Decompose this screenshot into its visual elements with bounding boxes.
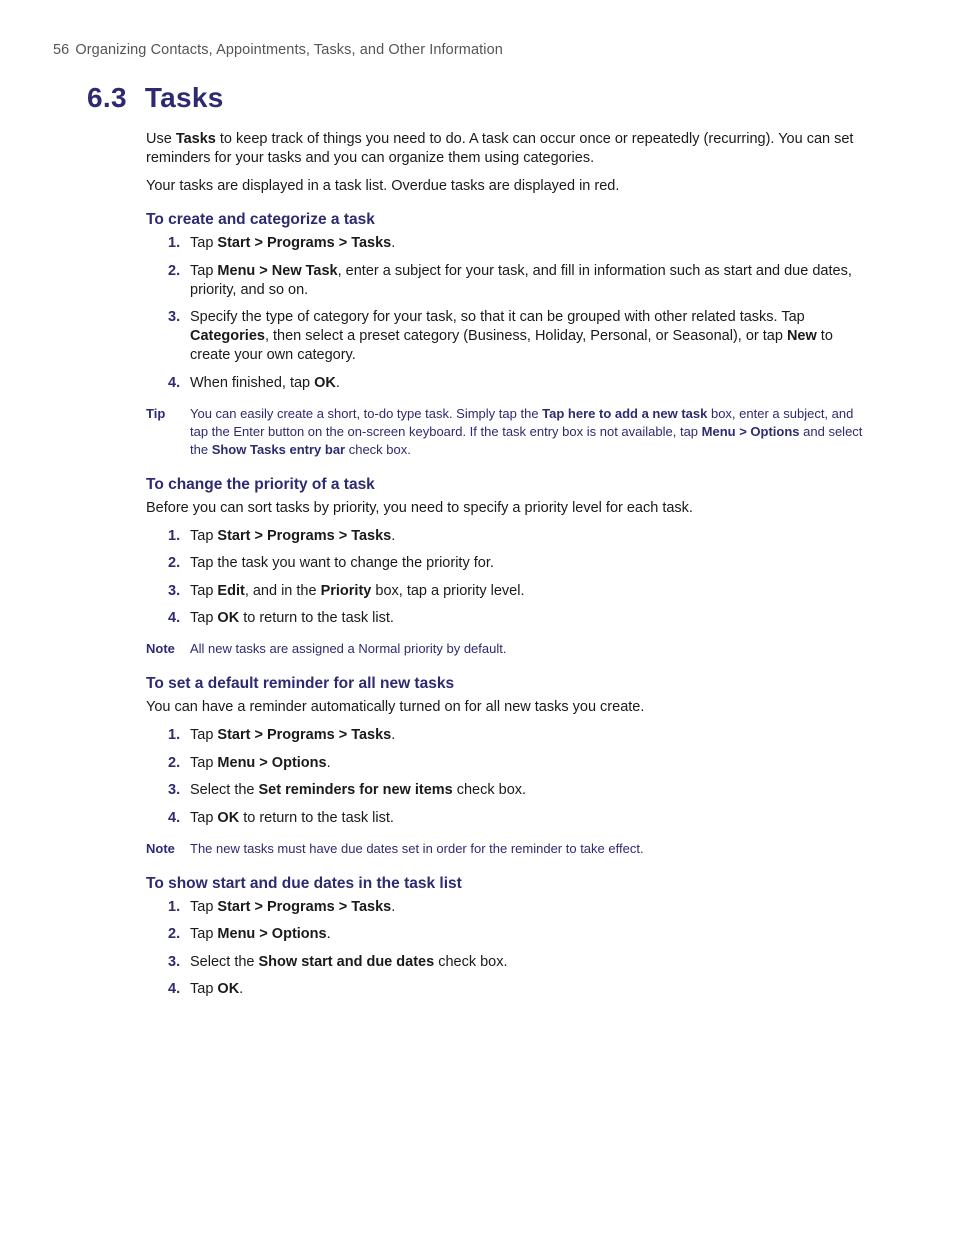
step-number: 2. <box>168 754 181 771</box>
bold-text: Start > Programs > Tasks <box>217 235 392 251</box>
step <box>146 809 866 828</box>
bold-text: Priority <box>320 582 372 599</box>
bold-text: Start > Programs > Tasks <box>217 727 392 743</box>
text: The new tasks must have due dates set in order for the reminder to take effect. <box>190 840 644 856</box>
text: box, enter a subject, and tap the Enter button on the on-screen keyboard. If the task entry box is not available, tap <box>190 405 854 439</box>
step-number: 1. <box>168 235 181 251</box>
text: All new tasks are assigned a Normal priority by default. <box>190 641 507 656</box>
text: Tap <box>190 582 218 599</box>
create-steps <box>146 234 866 393</box>
step <box>146 262 866 300</box>
step-number: 1. <box>168 727 181 743</box>
step <box>146 726 866 745</box>
step-number: 3. <box>168 309 181 325</box>
text: to create your own category. <box>190 328 833 363</box>
bold-text: OK <box>314 374 336 391</box>
bold-text: Categories <box>190 328 265 344</box>
text: Tap <box>190 809 218 826</box>
text: Tap <box>190 235 218 251</box>
text: check box. <box>452 782 527 798</box>
intro-paragraph-2: Your tasks are displayed in a task list. Overdue tasks are displayed in red. <box>146 178 620 194</box>
text: Tap <box>190 727 218 743</box>
text: to return to the task list. <box>239 809 394 826</box>
note-callout <box>146 640 866 658</box>
page-number: 56 <box>53 42 70 58</box>
page-content <box>146 130 866 1008</box>
tip-label: Tip <box>146 405 166 421</box>
bold-text: Menu > Options <box>217 754 327 771</box>
step <box>146 308 866 365</box>
text: . <box>326 926 331 942</box>
note-label: Note <box>146 641 175 656</box>
bold-text: Tap here to add a new task <box>542 405 708 421</box>
text: . <box>391 235 396 251</box>
step <box>146 554 866 573</box>
bold-text: Start > Programs > Tasks <box>217 527 392 544</box>
step-number: 3. <box>168 782 181 798</box>
text: When finished, tap <box>190 374 315 391</box>
text: . <box>239 981 244 997</box>
text: Tap <box>190 262 218 279</box>
step <box>146 234 866 253</box>
text: , then select a preset category (Business, Holiday, Personal, or Seasonal), or tap <box>264 328 787 344</box>
bold-text: OK <box>217 981 240 997</box>
bold-text: Set reminders for new items <box>258 782 453 798</box>
priority-intro: Before you can sort tasks by priority, you need to specify a priority level for each task. <box>146 499 693 516</box>
text: check box. <box>434 953 508 970</box>
text: Select the <box>190 782 259 798</box>
bold-text: OK <box>217 610 240 626</box>
step <box>146 980 866 999</box>
text: Tap <box>190 610 218 626</box>
text: and select the <box>190 423 863 457</box>
step <box>146 527 866 546</box>
step <box>146 925 866 944</box>
bold-text: Menu > New Task <box>217 262 338 279</box>
step-number: 2. <box>168 262 181 279</box>
text: Use <box>146 131 176 147</box>
section-number: 6.3 <box>87 82 127 113</box>
heading-change-priority: To change the priority of a task <box>146 475 375 493</box>
step-number: 1. <box>168 898 181 915</box>
step <box>146 953 866 972</box>
text: . <box>326 754 331 771</box>
text: Tap <box>190 898 218 915</box>
step-number: 4. <box>168 374 181 391</box>
step-number: 1. <box>168 527 181 544</box>
bold-text: Menu > Options <box>701 423 800 439</box>
section-name: Tasks <box>144 82 224 113</box>
running-title: Organizing Contacts, Appointments, Tasks, and Other Information <box>75 42 503 58</box>
bold-text: New <box>786 328 817 344</box>
text: , and in the <box>244 582 321 599</box>
bold-text: Tasks <box>175 131 216 147</box>
bold-text: Edit <box>217 582 245 599</box>
bold-text: Start > Programs > Tasks <box>217 898 392 915</box>
bold-text: OK <box>217 809 240 826</box>
text: box, tap a priority level. <box>371 582 525 599</box>
text: Tap <box>190 981 218 997</box>
text: . <box>391 527 396 544</box>
text: Tap <box>190 926 218 942</box>
priority-steps <box>146 527 866 629</box>
text: . <box>335 374 340 391</box>
text: to keep track of things you need to do. A task can occur once or repeatedly (recurring). You can set reminders for your tasks and you can organize them using categories. <box>146 131 854 166</box>
bold-text: Show Tasks entry bar <box>211 441 346 457</box>
text: to return to the task list. <box>239 610 394 626</box>
running-header <box>53 42 503 58</box>
step <box>146 781 866 800</box>
dates-steps <box>146 898 866 1000</box>
step-number: 2. <box>168 926 181 942</box>
note-label: Note <box>146 840 175 856</box>
note-callout <box>146 840 866 858</box>
step <box>146 582 866 601</box>
step-number: 4. <box>168 610 181 626</box>
bold-text: Menu > Options <box>217 926 327 942</box>
intro-paragraph-1 <box>146 130 866 168</box>
step-number: 2. <box>168 555 181 571</box>
text: Tap the task you want to change the priority for. <box>190 555 494 571</box>
reminder-steps <box>146 726 866 828</box>
tip-callout <box>146 405 866 459</box>
text: . <box>391 898 396 915</box>
heading-show-dates: To show start and due dates in the task list <box>146 874 462 892</box>
step <box>146 609 866 628</box>
text: You can easily create a short, to-do type task. Simply tap the <box>190 405 543 421</box>
step-number: 4. <box>168 981 181 997</box>
heading-create-task: To create and categorize a task <box>146 211 375 228</box>
text: Specify the type of category for your task, so that it can be grouped with other related tasks. Tap <box>190 309 805 325</box>
step <box>146 374 866 393</box>
text: Select the <box>190 953 259 970</box>
heading-default-reminder: To set a default reminder for all new tasks <box>146 675 455 692</box>
text: check box. <box>345 441 411 457</box>
text: , enter a subject for your task, and fill in information such as start and due dates, priority, and so on. <box>190 262 852 298</box>
section-title <box>87 82 224 114</box>
text: Tap <box>190 527 218 544</box>
text: Tap <box>190 754 218 771</box>
step-number: 3. <box>168 582 181 599</box>
bold-text: Show start and due dates <box>258 953 435 970</box>
step <box>146 898 866 917</box>
step-number: 3. <box>168 953 181 970</box>
step-number: 4. <box>168 809 181 826</box>
reminder-intro: You can have a reminder automatically turned on for all new tasks you create. <box>146 699 645 715</box>
step <box>146 754 866 773</box>
text: . <box>391 727 396 743</box>
